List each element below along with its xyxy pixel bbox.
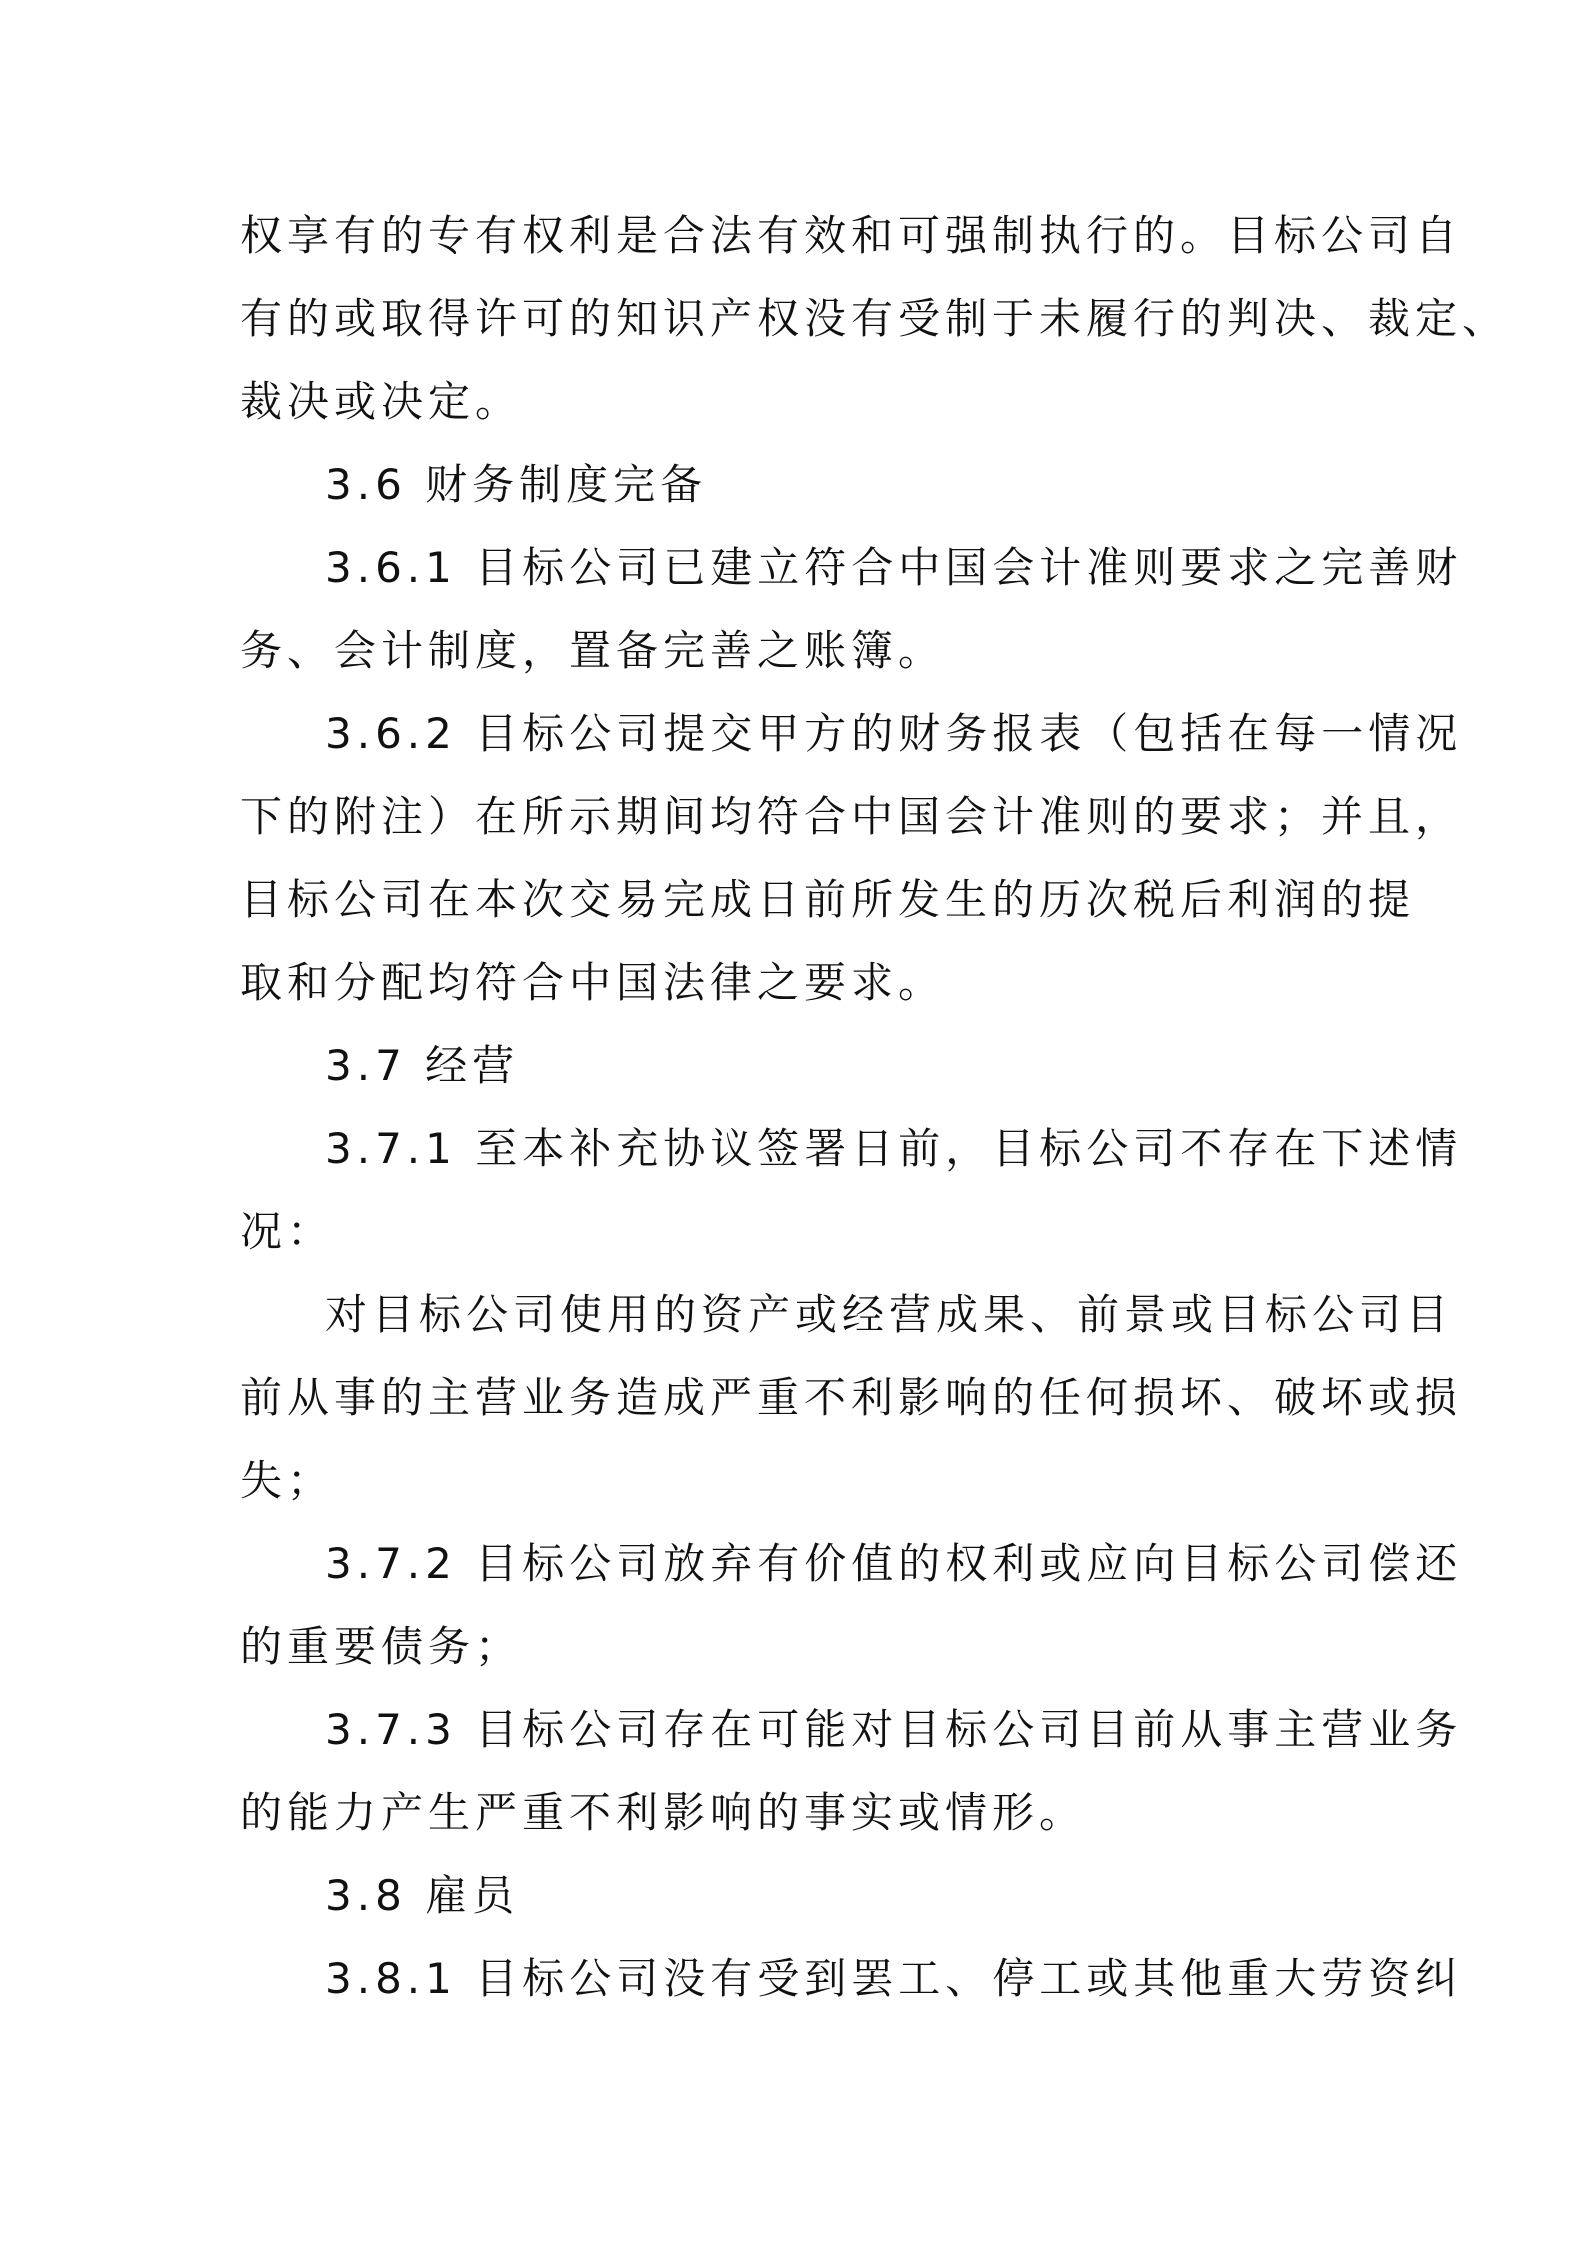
text-line: 3.6.2 目标公司提交甲方的财务报表（包括在每一情况 (325, 709, 1463, 758)
text-line: 目标公司在本次交易完成日前所发生的历次税后利润的提 (240, 875, 1416, 924)
text-line: 的能力产生严重不利影响的事实或情形。 (240, 1788, 1087, 1837)
text-line: 对目标公司使用的资产或经营成果、前景或目标公司目 (325, 1290, 1454, 1339)
text-line: 3.7.1 至本补充协议签署日前，目标公司不存在下述情 (325, 1124, 1463, 1173)
text-line: 权享有的专有权利是合法有效和可强制执行的。目标公司自 (240, 211, 1463, 260)
text-line: 务、会计制度，置备完善之账簿。 (240, 626, 946, 675)
text-line: 前从事的主营业务造成严重不利影响的任何损坏、破坏或损 (240, 1373, 1463, 1422)
text-line: 3.7.3 目标公司存在可能对目标公司目前从事主营业务 (325, 1705, 1463, 1754)
section-heading: 3.6 财务制度完备 (325, 460, 708, 509)
text-line: 3.6.1 目标公司已建立符合中国会计准则要求之完善财 (325, 543, 1463, 592)
text-line: 的重要债务； (240, 1622, 523, 1671)
text-line: 裁决或决定。 (240, 377, 523, 426)
text-line: 3.8.1 目标公司没有受到罢工、停工或其他重大劳资纠 (325, 1954, 1463, 2003)
section-heading: 3.7 经营 (325, 1041, 520, 1090)
text-line: 取和分配均符合中国法律之要求。 (240, 958, 946, 1007)
text-line: 3.7.2 目标公司放弃有价值的权利或应向目标公司偿还 (325, 1539, 1463, 1588)
text-line: 失； (240, 1456, 335, 1505)
text-line: 有的或取得许可的知识产权没有受制于未履行的判决、裁定、 (240, 294, 1510, 343)
section-heading: 3.8 雇员 (325, 1871, 520, 1920)
text-line: 下的附注）在所示期间均符合中国会计准则的要求；并且， (240, 792, 1463, 841)
text-line: 况： (240, 1207, 335, 1256)
